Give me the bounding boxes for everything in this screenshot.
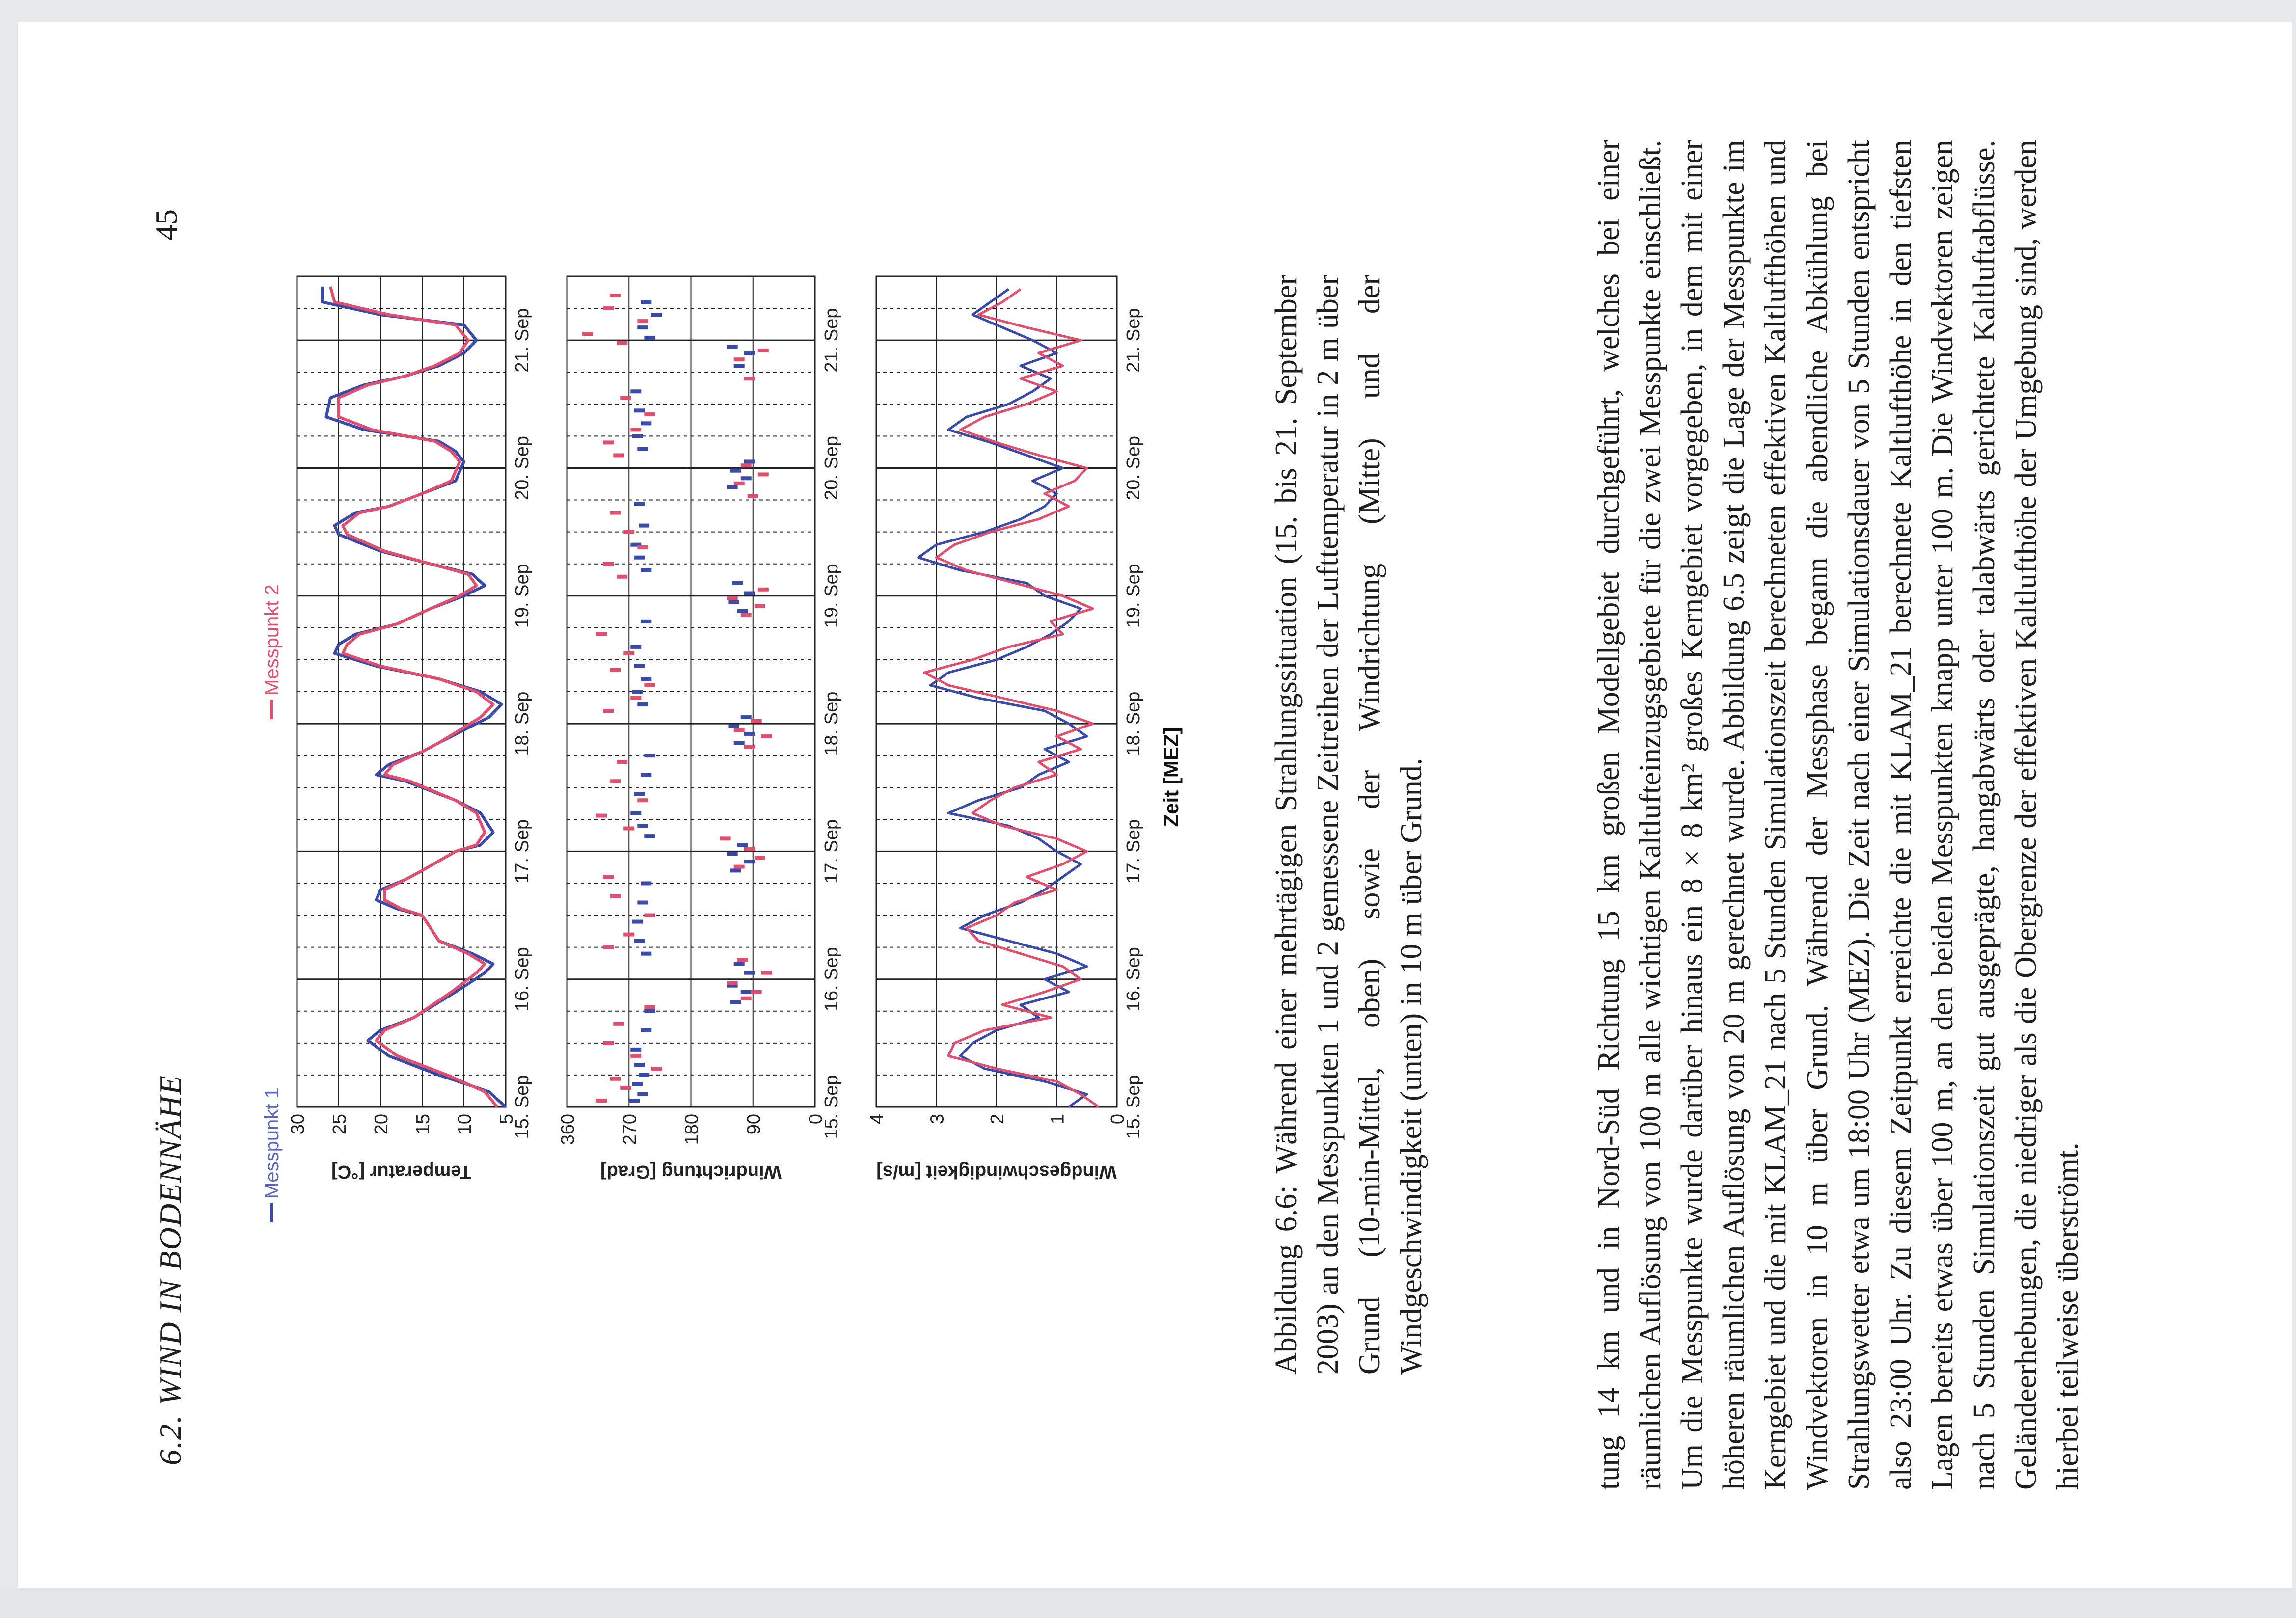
data-point [630, 811, 641, 815]
x-tick-label: 20. Sep [1123, 435, 1144, 500]
series-line [322, 287, 506, 1107]
legend-label-messpunkt-1: Messpunkt 1 [261, 1087, 283, 1199]
x-tick-label: 21. Sep [1123, 308, 1144, 373]
y-tick-label: 30 [288, 1114, 308, 1135]
data-point [744, 377, 755, 380]
data-point [644, 412, 655, 416]
data-point [632, 434, 643, 438]
data-point [728, 600, 739, 604]
body-paragraph: tung 14 km und in Nord-Süd Richtung 15 km großen Modellgebiet durchgeführt, welches bei einer räumlichen Auflösung von 100 m alle wichtigen Kaltlufteinzugsgebiete für die zwei Messpunkte einschließt. Um die Messpunkte wurde darüber hinaus ein 8 × 8 km² großes Kerngebiet vorgegeben, in dem mit einer höheren räumlichen Auflösung von 20 m gerechnet wurde. Abbildung 6.5 zeigt die Lage der Messpunkte im Kerngebiet und die mit KLAM_21 nach 5 Stunden Simulationszeit berechneten effektiven Kaltlufthöhen und Windvektoren in 10 m über Grund. Während der Messphase begann die abendliche Abkühlung bei Strahlungswetter etwa um 18:00 Uhr (MEZ). Die Zeit nach einer Simulationsdauer von 5 Stunden entspricht also 23:00 Uhr. Zu diesem Zeitpunkt erreichte die mit KLAM_21 berechnete Kaltlufthöhe in den tiefsten Lagen bereits etwas über 100 m, an den beiden Messpunkten knapp unter 100 m. Die Windvektoren zeigen nach 5 Stunden Simulationszeit gut ausgeprägte, hangabwärts oder talabwärts gerichtete Kaltluftabflüsse. Geländeerhebungen, die niedriger als die Obergrenze der effektiven Kaltlufthöhe der Umgebung sind, werden hierbei teilweise überströmt. [1592, 140, 2084, 1490]
y-tick-label: 10 [455, 1114, 475, 1135]
data-point [744, 732, 755, 736]
y-tick-label: 3 [927, 1114, 948, 1125]
data-point [741, 463, 752, 467]
data-point [637, 702, 648, 706]
data-point [603, 562, 614, 566]
data-point [641, 300, 651, 304]
data-point [751, 990, 762, 994]
legend-label-messpunkt-2: Messpunkt 2 [261, 584, 283, 696]
data-point [610, 779, 621, 783]
data-point [603, 945, 614, 949]
data-point [634, 1063, 645, 1067]
figure-caption [1266, 275, 1432, 1375]
data-point [761, 971, 772, 975]
x-tick-label: 17. Sep [821, 819, 842, 884]
data-point [610, 511, 621, 515]
data-point [744, 592, 755, 595]
x-tick-label: 20. Sep [512, 435, 533, 500]
data-point [744, 351, 755, 355]
data-point [727, 852, 738, 856]
data-point [632, 690, 643, 694]
data-point [634, 502, 645, 506]
data-point [732, 581, 743, 585]
x-tick-label: 18. Sep [1123, 691, 1144, 756]
data-point [637, 1092, 648, 1096]
x-tick-label: 19. Sep [1123, 564, 1144, 628]
wind-speed-panel [867, 276, 1144, 1182]
data-point [644, 754, 655, 757]
legend [261, 584, 283, 1222]
data-point [728, 724, 739, 728]
data-point [596, 1099, 607, 1103]
data-point [737, 958, 748, 962]
x-tick-label: 17. Sep [1123, 819, 1144, 884]
data-point [634, 792, 645, 796]
data-point [582, 332, 593, 336]
series-messpunkt-2 [330, 287, 497, 1107]
data-point [644, 336, 655, 340]
data-point [632, 920, 643, 924]
data-point [744, 847, 755, 851]
x-tick-label: 15. Sep [512, 1075, 533, 1139]
data-point [644, 914, 655, 917]
data-point [744, 860, 755, 863]
wind-direction-panel [558, 276, 842, 1182]
data-point [603, 1041, 614, 1045]
data-point [623, 530, 634, 534]
data-point [734, 364, 745, 368]
data-point [744, 971, 755, 975]
data-point [644, 683, 655, 687]
y-axis-label: Windgeschwindigkeit [m/s] [876, 1161, 1117, 1182]
data-point [641, 952, 651, 956]
series-messpunkt-1 [322, 287, 506, 1107]
data-point [623, 933, 634, 937]
data-point [727, 981, 738, 985]
data-point [623, 651, 634, 655]
data-point [613, 1022, 624, 1026]
data-point [744, 745, 755, 749]
x-tick-label: 18. Sep [821, 691, 842, 756]
data-point [734, 865, 745, 869]
data-point [630, 389, 641, 393]
data-point [737, 609, 748, 613]
y-tick-label: 2 [987, 1114, 1008, 1125]
data-point [634, 408, 645, 412]
data-point [644, 1009, 655, 1013]
x-tick-label: 21. Sep [512, 308, 533, 373]
data-point [741, 476, 752, 480]
data-point [730, 469, 741, 473]
data-point [644, 834, 655, 838]
data-point [610, 294, 621, 297]
data-point [758, 472, 769, 476]
data-point [758, 588, 769, 592]
y-tick-label: 270 [620, 1114, 641, 1145]
data-point [734, 728, 745, 732]
data-point [641, 568, 651, 572]
y-tick-label: 0 [1107, 1114, 1128, 1125]
data-point [730, 1000, 741, 1004]
data-point [737, 843, 748, 847]
data-point [761, 734, 772, 738]
data-point [610, 668, 621, 672]
data-point [623, 827, 634, 831]
data-point [755, 856, 765, 860]
y-tick-label: 90 [743, 1114, 764, 1135]
data-point [634, 556, 645, 560]
data-point [741, 613, 752, 617]
y-tick-label: 15 [413, 1114, 433, 1135]
data-point [617, 575, 627, 579]
data-point [755, 604, 765, 608]
data-point [641, 620, 651, 623]
data-point [641, 773, 651, 777]
data-point [596, 632, 607, 636]
x-tick-label: 17. Sep [512, 819, 533, 884]
data-point [741, 715, 752, 719]
data-point [741, 997, 752, 1000]
x-tick-label: 18. Sep [512, 691, 533, 756]
data-point [603, 306, 614, 310]
data-point [639, 1073, 649, 1077]
data-point [634, 664, 645, 668]
data-point [596, 813, 607, 817]
y-tick-label: 0 [806, 1114, 826, 1125]
series-line [924, 289, 1099, 1107]
data-point [637, 447, 648, 451]
x-tick-label: 16. Sep [821, 947, 842, 1012]
data-point [637, 824, 648, 828]
page-number: 45 [149, 209, 184, 241]
y-axis-label: Temperatur [°C] [331, 1161, 471, 1182]
data-point [637, 901, 648, 905]
data-point [734, 357, 745, 361]
y-tick-label: 20 [371, 1114, 392, 1135]
x-tick-label: 19. Sep [821, 564, 842, 628]
data-point [629, 1099, 640, 1103]
data-point [651, 313, 662, 317]
data-point [613, 453, 624, 457]
data-point [641, 881, 651, 885]
data-point [751, 719, 762, 723]
data-point [630, 696, 641, 700]
data-point [730, 868, 741, 872]
data-point [637, 319, 648, 323]
data-point [634, 939, 645, 943]
data-point [603, 440, 614, 444]
y-tick-label: 25 [329, 1114, 350, 1135]
series-messpunkt-2 [924, 289, 1099, 1107]
data-point [617, 760, 627, 764]
data-point [637, 325, 648, 329]
data-point [637, 798, 648, 802]
data-point [630, 428, 641, 431]
data-point [630, 1048, 641, 1052]
data-point [744, 459, 755, 463]
data-point [727, 345, 738, 349]
y-tick-label: 180 [681, 1114, 702, 1145]
x-axis-title: Zeit [MEZ] [1160, 727, 1183, 827]
data-point [734, 741, 745, 745]
data-point [734, 962, 745, 966]
data-point [641, 677, 651, 681]
x-tick-label: 21. Sep [821, 308, 842, 373]
temperature-panel [288, 276, 533, 1182]
data-point [727, 596, 738, 600]
data-point [758, 349, 769, 352]
caption-text: Abbildung 6.6: Während einer mehrtägigen Strahlungssituation (15. bis 21. September 2003) an den Messpunkten 1 und 2 gemessene Zeitreihen der Lufttemperatur in 2 m über Grund (10-min-Mittel, oben) sowie der Windrichtung (Mitte) und der Windgeschwindigkeit (unten) in 10 m über Grund. [1270, 275, 1428, 1375]
data-point [610, 894, 621, 898]
data-point [734, 482, 745, 485]
section-header: 6.2. WIND IN BODENNÄHE [153, 1075, 188, 1465]
x-tick-label: 20. Sep [821, 435, 842, 500]
series-messpunkt-2 [582, 294, 772, 1103]
series-line [330, 287, 497, 1107]
data-point [630, 645, 641, 649]
data-point [644, 1005, 655, 1009]
x-tick-label: 15. Sep [821, 1075, 842, 1139]
y-tick-label: 1 [1047, 1114, 1068, 1125]
data-point [639, 524, 649, 528]
y-tick-label: 360 [558, 1114, 578, 1145]
x-tick-label: 16. Sep [512, 947, 533, 1012]
y-tick-label: 4 [867, 1114, 888, 1125]
data-point [720, 836, 731, 840]
data-point [741, 990, 752, 994]
data-point [637, 545, 648, 549]
data-point [603, 709, 614, 713]
data-point [620, 396, 631, 400]
data-point [617, 341, 627, 345]
x-tick-label: 19. Sep [512, 564, 533, 628]
data-point [641, 421, 651, 425]
x-tick-label: 15. Sep [1123, 1075, 1144, 1139]
body-text [1588, 140, 2089, 1490]
data-point [630, 1054, 641, 1058]
data-point [727, 485, 738, 489]
data-point [641, 1028, 651, 1032]
x-tick-label: 16. Sep [1123, 947, 1144, 1012]
data-point [651, 1067, 662, 1071]
data-point [603, 875, 614, 879]
y-tick-label: 5 [496, 1114, 517, 1125]
data-point [632, 1082, 643, 1086]
data-point [620, 1086, 631, 1090]
y-axis-label: Windrichtung [Grad] [600, 1161, 782, 1182]
data-point [610, 1077, 621, 1081]
data-point [748, 494, 758, 498]
